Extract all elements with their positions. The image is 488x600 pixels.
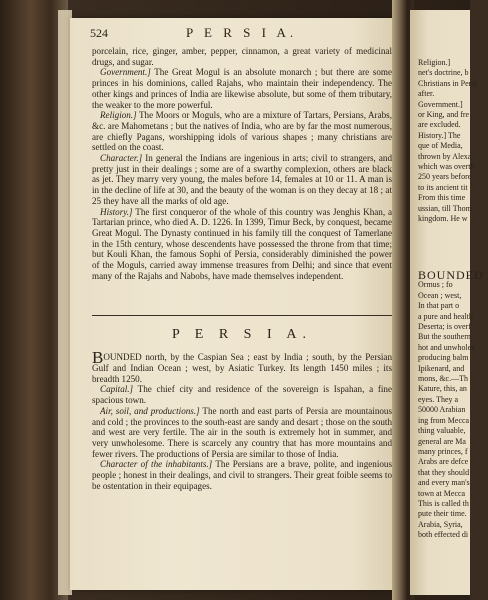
text-line: a pure and health [418, 311, 473, 321]
text-line: 50000 Arabian [418, 405, 466, 415]
right-page [410, 10, 484, 595]
text-line: or King, and fre [418, 110, 470, 120]
paragraph-text: OUNDED north, by the Caspian Sea ; east by India ; south, by the Persian Gulf and Indian Ocean ; west, by Asiatic Turkey. Its length 1450 miles ; its breadth 1250. [92, 352, 392, 384]
text-line: mons, &c.—Th [418, 374, 468, 384]
text-line: ussian, till Thom [418, 203, 472, 213]
paragraph [92, 207, 392, 282]
text-line: History.] The [418, 130, 461, 140]
upper-text-block [92, 46, 392, 281]
text-line: to its ancient tit [418, 182, 468, 192]
text-line: ing from Mecca [418, 415, 470, 425]
right-page-top-text [418, 58, 488, 225]
text-line: Government.] [418, 99, 463, 109]
text-line: But the southern [418, 332, 471, 342]
text-line: pute their time. [418, 509, 467, 519]
paragraph [92, 46, 392, 67]
paragraph-label: Religion.] [100, 110, 137, 121]
paragraph-label: Character.] [100, 153, 143, 164]
paragraph-label: History.] [100, 206, 133, 217]
paragraph-text: The Persians are a brave, polite, and ingenious people ; honest in their dealings, and civil to strangers. Their great foible seems to be ostentation in their equipages. [92, 459, 392, 491]
text-line: net's doctrine, b [418, 68, 469, 78]
drop-cap: B [92, 348, 104, 367]
text-line: In that part o [418, 301, 460, 311]
paragraph [92, 67, 392, 110]
paragraph [92, 110, 392, 153]
paragraph-text: porcelain, rice, ginger, amber, pepper, cinnamon, a great variety of medicinal drugs, and sugar. [92, 46, 392, 67]
text-line: From this time [418, 193, 466, 203]
paragraph-label: Capital.] [100, 384, 134, 395]
text-line: kingdom. He w [418, 214, 468, 224]
text-line: which was overth [418, 162, 475, 172]
text-line: Kature, this, an [418, 384, 467, 394]
text-line: are excluded. [418, 120, 461, 130]
text-line: hot and unwholes [418, 342, 475, 352]
paragraph-text: The Moors or Moguls, who are a mixture of Tartars, Persians, Arabs, &c. are Mahometans ; but the natives of India, who are by far the most numerous, are chiefly Pagans, worshipping idols of various shapes ; many christians are settled on the coast. [92, 110, 392, 153]
paragraph [92, 459, 392, 491]
text-line: producing balm [418, 353, 469, 363]
right-page-bottom-text [418, 270, 488, 541]
lower-text-block [92, 348, 392, 491]
paragraph-label: Government.] [100, 67, 151, 78]
text-line: thrown by Alexa [418, 151, 472, 161]
paragraph-text: The north and east parts of Persia are mountainous and cold ; the provinces to the south-east are sandy and desart ; those on the south and west are very fertile. The air in the south is extremely hot in summer, and very unwholesome. There is scarcely any country that has more mountains and fewer rivers. The productions of Persia are similar to those of India. [92, 405, 392, 459]
paragraph [92, 406, 392, 460]
section-title: P E R S I A. [172, 327, 312, 342]
text-line: after. [418, 89, 435, 99]
text-line: Christians in Persi [418, 78, 477, 88]
text-line: Arabs are defce [418, 457, 469, 467]
text-line: Ormus ; fo [418, 280, 453, 290]
paragraph [92, 348, 392, 384]
paragraph-label: Air, soil, and productions.] [100, 405, 200, 416]
paragraph-text: In general the Indians are ingenious in arts; civil to strangers, and pretty just in their dealings ; some are of a swarthy complexion, others are black as jet. They marry very young, the males before 14, females at 10 or 11. A man is in the decline of life at 30, and the beauty of the woman is on they decay at 18 ; at 25 they have all the marks of old age. [92, 153, 392, 206]
running-head: P E R S I A. [186, 25, 298, 40]
text-line: Ipikenard, and [418, 363, 465, 373]
text-line: 250 years before [418, 172, 472, 182]
text-line: Deserta; is overf [418, 322, 471, 332]
text-line: Arabia, Syria, [418, 519, 463, 529]
paragraph-text: The chief city and residence of the sovereign is Ispahan, a fine spacious town. [92, 384, 392, 406]
text-line: many princes, f [418, 446, 468, 456]
text-line: Religion.] [418, 58, 451, 67]
text-line: thing valuable, [418, 426, 466, 436]
text-line: que of Media, [418, 141, 463, 151]
section-divider [92, 315, 392, 316]
paragraph-text: The first conqueror of the whole of this country was Jenghis Khan, a Tartarian prince, who died A. D. 1226. In 1399, Timur Beck, by conquest, became Great Mogul. The Dynasty continued in his family till the conquest of Tamerlane in the 15th century, whose descendents have possessed the throne from that time; but Kouli Khan, the famous Sophi of Persia, considerably diminished the power of the Moguls, carried away immense treasures from Delhi; and since that event many of the Rajahs and Nabobs, have made themselves independent. [92, 206, 392, 281]
paragraph [92, 153, 392, 207]
text-line: This is called th [418, 498, 469, 508]
paragraph-text: The Great Mogul is an absolute monarch ; but there are some princes in his dominions, called Rajahs, who maintain their independency. The other kings and princes of India are likewise absolute, but some of them tributary, the weaker to the more powerful. [92, 67, 392, 110]
page-header [90, 26, 390, 44]
text-line: Ocean ; west, [418, 290, 462, 300]
text-line: both effected di [418, 530, 469, 540]
text-line: that they should [418, 467, 470, 477]
text-line: and every man's [418, 478, 470, 488]
paragraph-label: Character of the inhabitants.] [100, 459, 213, 470]
text-line: general are Ma [418, 436, 466, 446]
paragraph [92, 384, 392, 405]
page-number: 524 [90, 26, 108, 40]
text-line: town at Mecca [418, 488, 466, 498]
text-line: eyes. They a [418, 394, 459, 404]
text-line: BOUNDED [418, 268, 484, 282]
